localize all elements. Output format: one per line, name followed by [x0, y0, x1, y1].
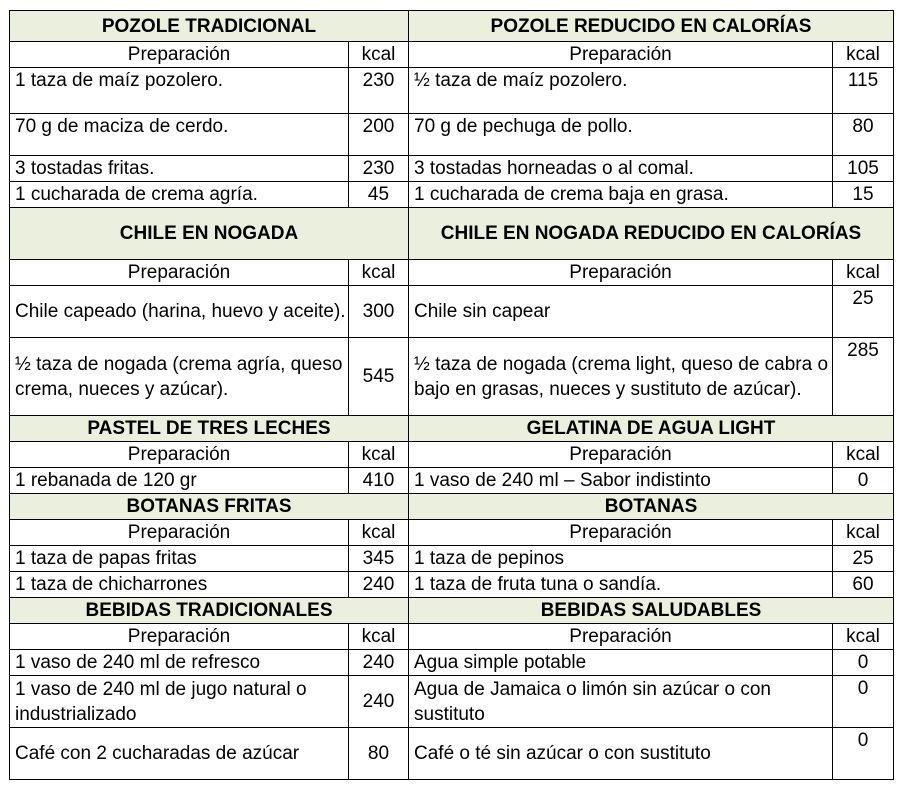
section-title-pozole-tradicional: POZOLE TRADICIONAL	[10, 11, 409, 42]
column-header-kcal: kcal	[833, 520, 894, 546]
table-row-kcal: 300	[349, 286, 409, 338]
table-row-text: Café o té sin azúcar o con sustituto	[409, 728, 833, 780]
table-row-kcal: 410	[349, 468, 409, 494]
table-row-kcal: 230	[349, 68, 409, 114]
table-row-text: Agua de Jamaica o limón sin azúcar o con sustituto	[409, 676, 833, 728]
table-row-kcal: 60	[833, 572, 894, 598]
table-row-kcal: 545	[349, 338, 409, 416]
table-row-text: 1 cucharada de crema baja en grasa.	[409, 182, 833, 208]
section-title-bebidas-tradicionales: BEBIDAS TRADICIONALES	[10, 598, 409, 624]
column-header-kcal: kcal	[833, 260, 894, 286]
table-row-text: Café con 2 cucharadas de azúcar	[10, 728, 349, 780]
table-row-text: Chile capeado (harina, huevo y aceite).	[10, 286, 349, 338]
table-row-kcal: 0	[833, 468, 894, 494]
table-row-text: 1 taza de maíz pozolero.	[10, 68, 349, 114]
table-row-text: 70 g de pechuga de pollo.	[409, 114, 833, 156]
column-header-kcal: kcal	[833, 624, 894, 650]
section-title-chile-reducido: CHILE EN NOGADA REDUCIDO EN CALORÍAS	[409, 208, 894, 260]
table-row-kcal: 200	[349, 114, 409, 156]
column-header-kcal: kcal	[349, 624, 409, 650]
table-row-kcal: 0	[833, 676, 894, 728]
table-row-kcal: 80	[833, 114, 894, 156]
column-header-kcal: kcal	[349, 442, 409, 468]
column-header-kcal: kcal	[349, 260, 409, 286]
column-header-preparation: Preparación	[409, 624, 833, 650]
column-header-preparation: Preparación	[10, 42, 349, 68]
table-row-text: 1 taza de pepinos	[409, 546, 833, 572]
table-row-text: 3 tostadas fritas.	[10, 156, 349, 182]
column-header-kcal: kcal	[349, 520, 409, 546]
section-title-gelatina-light: GELATINA DE AGUA LIGHT	[409, 416, 894, 442]
column-header-preparation: Preparación	[10, 520, 349, 546]
table-row-text: ½ taza de nogada (crema light, queso de cabra o bajo en grasas, nueces y sustituto de azúcar).	[409, 338, 833, 416]
table-row-text: 1 taza de fruta tuna o sandía.	[409, 572, 833, 598]
column-header-preparation: Preparación	[409, 260, 833, 286]
column-header-kcal: kcal	[833, 42, 894, 68]
column-header-preparation: Preparación	[409, 442, 833, 468]
table-row-text: 3 tostadas horneadas o al comal.	[409, 156, 833, 182]
column-header-preparation: Preparación	[409, 42, 833, 68]
section-title-botanas: BOTANAS	[409, 494, 894, 520]
table-row-text: 1 rebanada de 120 gr	[10, 468, 349, 494]
table-row-kcal: 115	[833, 68, 894, 114]
table-row-text: ½ taza de maíz pozolero.	[409, 68, 833, 114]
column-header-preparation: Preparación	[10, 624, 349, 650]
table-row-text: Chile sin capear	[409, 286, 833, 338]
table-row-kcal: 240	[349, 650, 409, 676]
table-row-text: 70 g de maciza de cerdo.	[10, 114, 349, 156]
table-row-kcal: 0	[833, 728, 894, 780]
column-header-kcal: kcal	[349, 42, 409, 68]
table-row-text: 1 cucharada de crema agría.	[10, 182, 349, 208]
column-header-preparation: Preparación	[10, 260, 349, 286]
table-row-text: 1 vaso de 240 ml de refresco	[10, 650, 349, 676]
section-title-pastel-tres-leches: PASTEL DE TRES LECHES	[10, 416, 409, 442]
table-row-kcal: 285	[833, 338, 894, 416]
table-row-text: 1 taza de papas fritas	[10, 546, 349, 572]
table-row-text: Agua simple potable	[409, 650, 833, 676]
section-title-botanas-fritas: BOTANAS FRITAS	[10, 494, 409, 520]
table-row-text: 1 vaso de 240 ml – Sabor indistinto	[409, 468, 833, 494]
section-title-bebidas-saludables: BEBIDAS SALUDABLES	[409, 598, 894, 624]
table-row-kcal: 15	[833, 182, 894, 208]
table-row-kcal: 80	[349, 728, 409, 780]
table-row-kcal: 0	[833, 650, 894, 676]
column-header-kcal: kcal	[833, 442, 894, 468]
table-row-kcal: 230	[349, 156, 409, 182]
table-row-kcal: 240	[349, 676, 409, 728]
table-row-text: 1 vaso de 240 ml de jugo natural o industrializado	[10, 676, 349, 728]
table-row-kcal: 25	[833, 546, 894, 572]
section-title-pozole-reducido: POZOLE REDUCIDO EN CALORÍAS	[409, 11, 894, 42]
table-row-kcal: 105	[833, 156, 894, 182]
table-row-kcal: 45	[349, 182, 409, 208]
table-row-text: ½ taza de nogada (crema agría, queso crema, nueces y azúcar).	[10, 338, 349, 416]
column-header-preparation: Preparación	[10, 442, 349, 468]
table-row-text: 1 taza de chicharrones	[10, 572, 349, 598]
section-title-chile-en-nogada: CHILE EN NOGADA	[10, 208, 409, 260]
table-row-kcal: 345	[349, 546, 409, 572]
column-header-preparation: Preparación	[409, 520, 833, 546]
table-row-kcal: 240	[349, 572, 409, 598]
table-row-kcal: 25	[833, 286, 894, 338]
calorie-comparison-table	[9, 10, 894, 780]
